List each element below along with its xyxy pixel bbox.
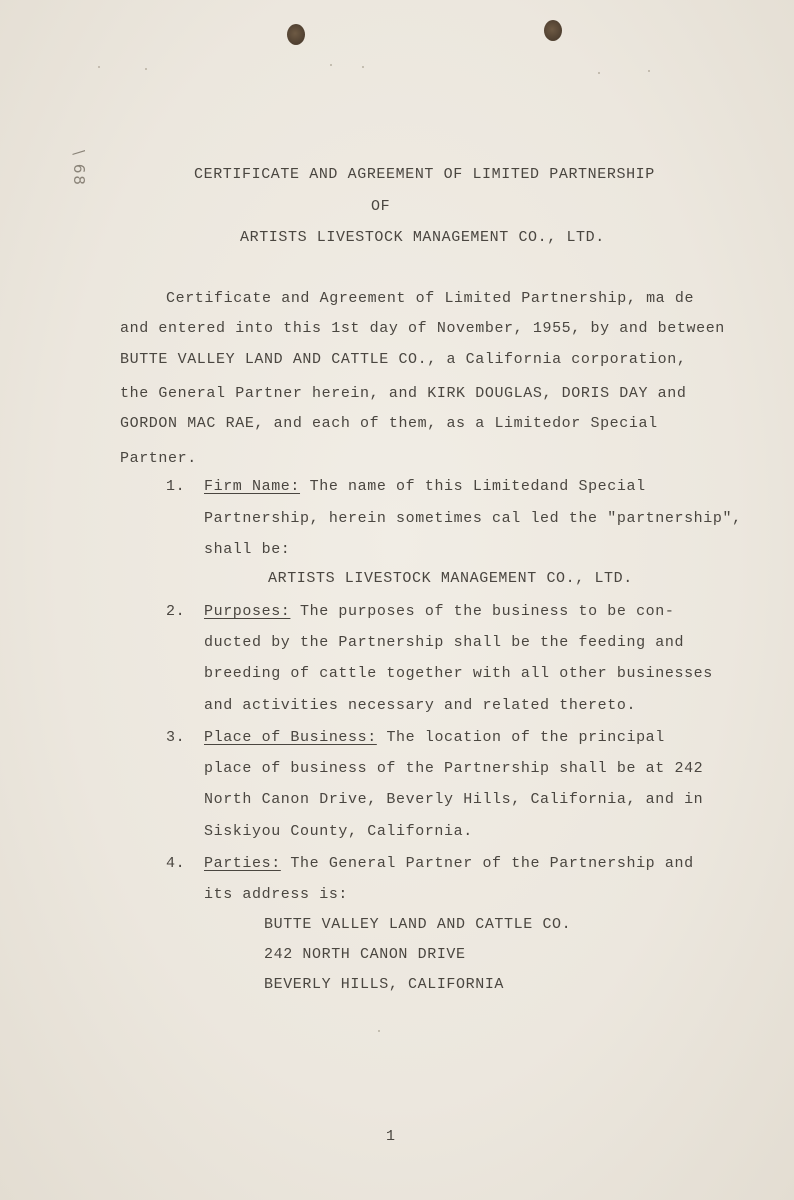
address-line: BEVERLY HILLS, CALIFORNIA — [264, 976, 505, 993]
paper-speck — [378, 1030, 380, 1032]
section-number: 1. — [166, 478, 186, 495]
intro-line: Partner. — [120, 450, 197, 467]
section-heading — [204, 603, 675, 620]
intro-line: Certificate and Agreement of Limited Partnership, ma de — [166, 290, 695, 307]
intro-line: and entered into this 1st day of November, 1955, by and between — [120, 320, 725, 337]
section-title: Place of Business: — [204, 729, 377, 746]
paper-speck — [330, 64, 332, 66]
section-line: Siskiyou County, California. — [204, 823, 473, 840]
section-number: 4. — [166, 855, 186, 872]
paper-speck — [362, 66, 364, 68]
pencil-margin-note: \ 68 — [70, 150, 88, 187]
intro-line: GORDON MAC RAE, and each of them, as a Limitedor Special — [120, 415, 658, 432]
paper-speck — [98, 66, 100, 68]
section-line: ducted by the Partnership shall be the feeding and — [204, 634, 685, 651]
binder-hole-left — [287, 24, 305, 45]
section-text: The General Partner of the Partnership and — [290, 855, 694, 872]
section-text: The name of this Limitedand Special — [309, 478, 646, 495]
section-title: Purposes: — [204, 603, 291, 620]
paper-speck — [598, 72, 600, 74]
address-line: 242 NORTH CANON DRIVE — [264, 946, 466, 963]
section-number: 3. — [166, 729, 186, 746]
section-heading — [204, 478, 646, 495]
section-title: Firm Name: — [204, 478, 301, 495]
section-line: its address is: — [204, 886, 349, 903]
heading-line-1: CERTIFICATE AND AGREEMENT OF LIMITED PARTNERSHIP — [194, 166, 655, 183]
section-line: and activities necessary and related thereto. — [204, 697, 637, 714]
binder-hole-right — [544, 20, 562, 41]
section-heading — [204, 855, 694, 872]
section-heading — [204, 729, 665, 746]
section-line: Partnership, herein sometimes cal led the "partnership", — [204, 510, 742, 527]
section-text: The location of the principal — [386, 729, 665, 746]
intro-line: BUTTE VALLEY LAND AND CATTLE CO., a California corporation, — [120, 351, 687, 368]
section-text: The purposes of the business to be con- — [300, 603, 675, 620]
heading-line-2: OF — [371, 198, 391, 215]
paper-speck — [648, 70, 650, 72]
section-number: 2. — [166, 603, 186, 620]
section-line: North Canon Drive, Beverly Hills, California, and in — [204, 791, 704, 808]
address-line: BUTTE VALLEY LAND AND CATTLE CO. — [264, 916, 572, 933]
paper-speck — [145, 68, 147, 70]
firm-name-block: ARTISTS LIVESTOCK MANAGEMENT CO., LTD. — [268, 570, 633, 587]
section-line: breeding of cattle together with all other businesses — [204, 665, 713, 682]
page-number: 1 — [386, 1128, 396, 1145]
section-title: Parties: — [204, 855, 281, 872]
section-line: shall be: — [204, 541, 291, 558]
heading-line-3: ARTISTS LIVESTOCK MANAGEMENT CO., LTD. — [240, 229, 605, 246]
intro-line: the General Partner herein, and KIRK DOUGLAS, DORIS DAY and — [120, 385, 687, 402]
section-line: place of business of the Partnership shall be at 242 — [204, 760, 704, 777]
